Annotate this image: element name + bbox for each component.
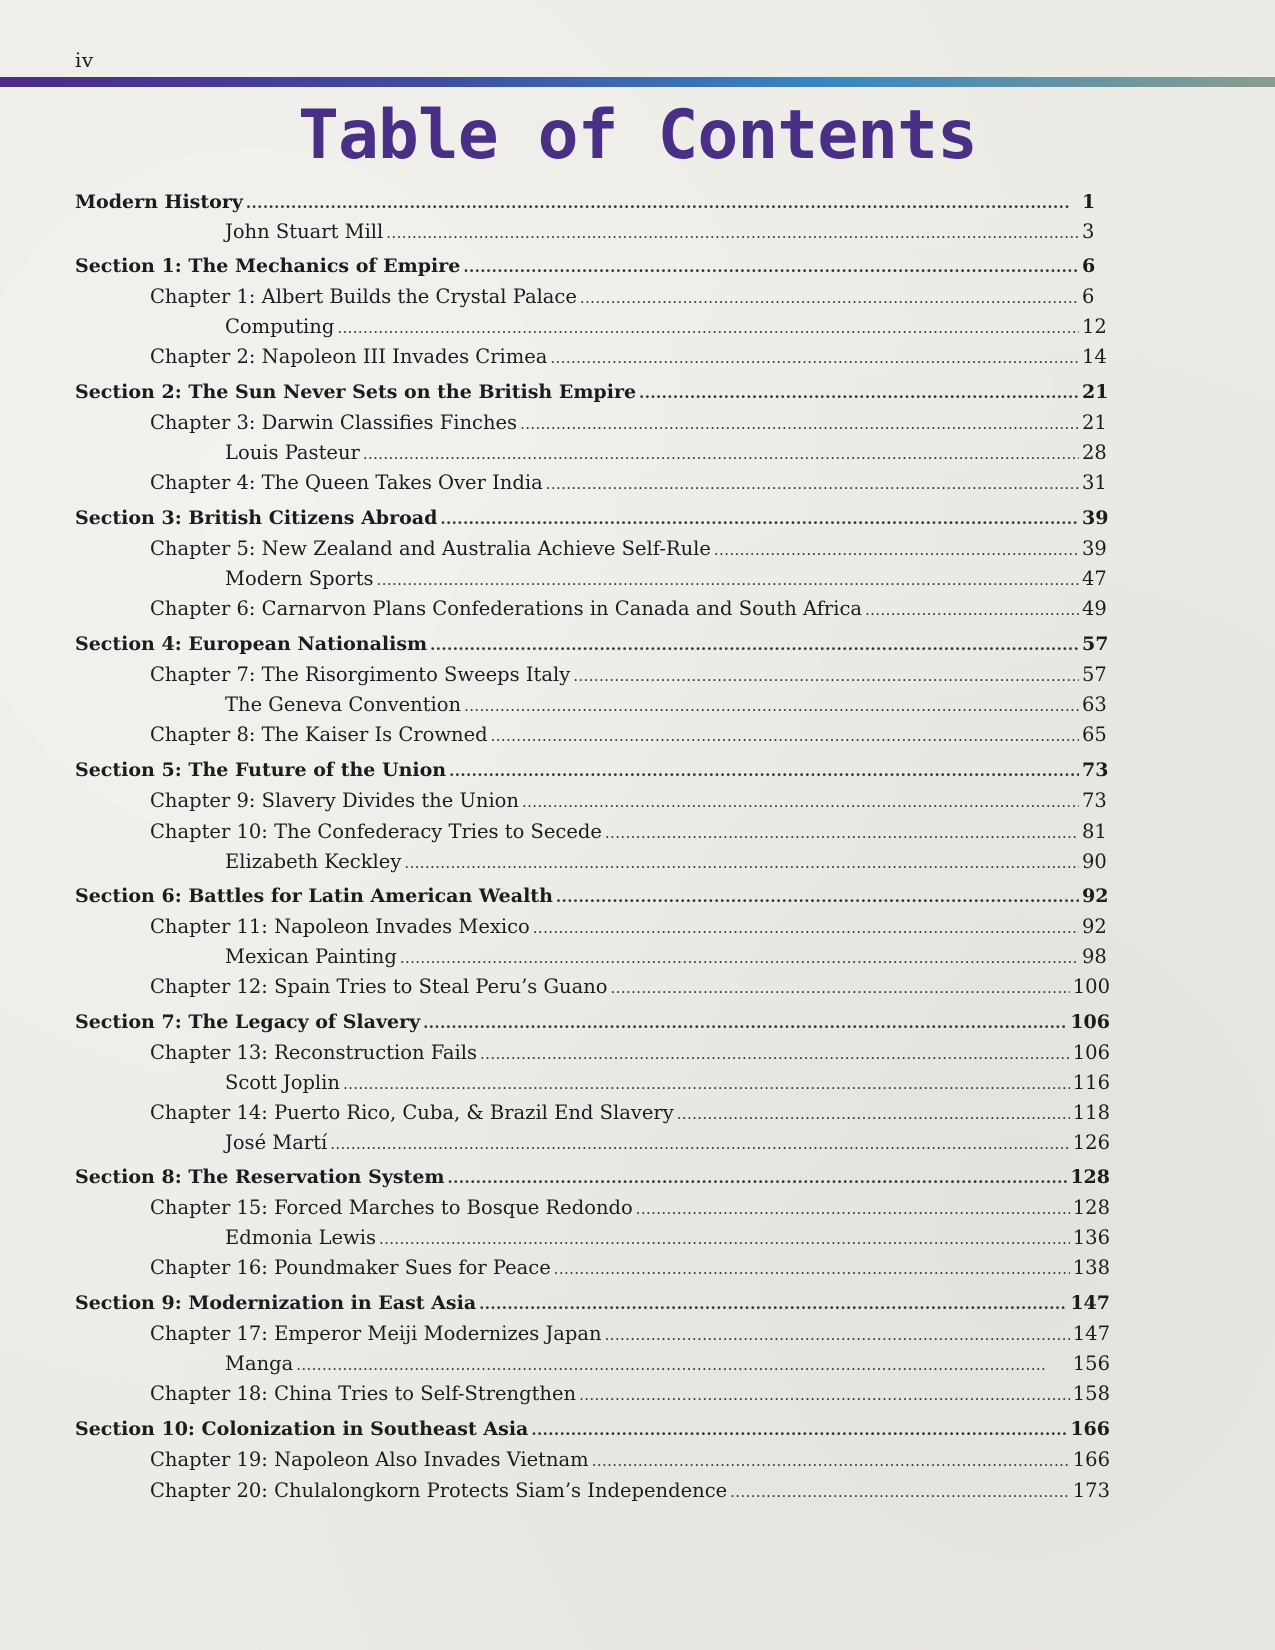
table-of-contents — [75, 183, 1110, 1507]
toc-feature-entry[interactable] — [75, 1224, 1110, 1253]
toc-entry-page-number: 92 — [1082, 885, 1109, 907]
toc-entry-title: Chapter 11: Napoleon Invades Mexico — [150, 915, 530, 938]
toc-section-entry[interactable] — [75, 251, 1110, 282]
toc-entry-page-number: 116 — [1072, 1071, 1110, 1094]
toc-entry-title: José Martí — [225, 1131, 328, 1154]
toc-feature-entry[interactable] — [75, 1129, 1110, 1158]
toc-entry-title: Chapter 8: The Kaiser Is Crowned — [150, 723, 488, 746]
dot-leader — [463, 251, 1079, 282]
toc-entry-page-number: 166 — [1070, 1418, 1110, 1440]
toc-entry-page-number: 173 — [1072, 1479, 1110, 1502]
toc-section-entry[interactable] — [75, 377, 1110, 408]
toc-entry-title: Chapter 10: The Confederacy Tries to Secede — [150, 820, 602, 843]
dot-leader — [531, 1414, 1067, 1445]
dot-leader — [379, 1224, 1070, 1253]
dot-leader — [865, 594, 1079, 625]
toc-entry-title: Chapter 1: Albert Builds the Crystal Palace — [150, 285, 577, 308]
toc-section-entry[interactable] — [75, 1288, 1110, 1319]
toc-entry-title: Section 2: The Sun Never Sets on the British Empire — [75, 381, 637, 403]
toc-entry-title: Modern Sports — [225, 567, 374, 590]
toc-entry-title: Section 4: European Nationalism — [75, 633, 428, 655]
dot-leader — [730, 1476, 1070, 1507]
toc-chapter-entry[interactable] — [75, 817, 1110, 848]
toc-entry-title: Edmonia Lewis — [225, 1226, 376, 1249]
dot-leader — [520, 408, 1079, 439]
toc-entry-page-number: 12 — [1082, 315, 1107, 338]
toc-entry-page-number: 138 — [1072, 1256, 1110, 1279]
dot-leader — [491, 720, 1079, 751]
toc-entry-page-number: 92 — [1082, 915, 1107, 938]
dot-leader — [556, 881, 1079, 912]
dot-leader — [330, 1129, 1069, 1158]
dot-leader — [533, 912, 1079, 943]
toc-entry-page-number: 118 — [1072, 1101, 1110, 1124]
toc-entry-page-number: 47 — [1082, 567, 1107, 590]
toc-entry-title: Scott Joplin — [225, 1071, 340, 1094]
header-rule — [0, 77, 1275, 87]
dot-leader — [550, 342, 1079, 373]
toc-entry-page-number: 6 — [1082, 285, 1095, 308]
toc-entry-page-number: 6 — [1082, 255, 1096, 277]
toc-chapter-entry[interactable] — [75, 912, 1110, 943]
toc-entry-title: Modern History — [75, 191, 243, 213]
toc-entry-title: Chapter 3: Darwin Classifies Finches — [150, 411, 518, 434]
toc-entry-title: Chapter 4: The Queen Takes Over India — [150, 471, 543, 494]
toc-entry-page-number: 90 — [1082, 850, 1107, 873]
toc-feature-entry[interactable] — [75, 848, 1110, 877]
toc-section-entry[interactable] — [75, 881, 1110, 912]
toc-entry-page-number: 98 — [1082, 945, 1107, 968]
toc-chapter-entry[interactable] — [75, 1319, 1110, 1350]
toc-section-entry[interactable] — [75, 187, 1110, 218]
dot-leader — [605, 1319, 1070, 1350]
dot-leader — [404, 848, 1079, 877]
dot-leader — [479, 1288, 1067, 1319]
toc-entry-page-number: 81 — [1082, 820, 1107, 843]
dot-leader — [448, 1162, 1068, 1193]
page-title: Table of Contents — [298, 96, 977, 175]
dot-leader — [386, 218, 1079, 247]
toc-entry-page-number: 28 — [1082, 441, 1107, 464]
toc-entry-title: Section 8: The Reservation System — [75, 1166, 445, 1188]
toc-entry-page-number: 100 — [1072, 975, 1110, 998]
toc-chapter-entry[interactable] — [75, 468, 1110, 499]
toc-entry-title: Section 9: Modernization in East Asia — [75, 1292, 477, 1314]
dot-leader — [430, 629, 1079, 660]
toc-entry-page-number: 158 — [1072, 1382, 1110, 1405]
dot-leader — [522, 786, 1079, 817]
toc-chapter-entry[interactable] — [75, 1193, 1110, 1224]
dot-leader — [423, 1007, 1067, 1038]
dot-leader — [639, 377, 1079, 408]
toc-entry-page-number: 106 — [1072, 1041, 1110, 1064]
toc-entry-page-number: 14 — [1082, 345, 1107, 368]
toc-entry-page-number: 65 — [1082, 723, 1107, 746]
toc-entry-title: Chapter 5: New Zealand and Australia Achieve Self-Rule — [150, 537, 711, 560]
toc-entry-page-number: 21 — [1082, 381, 1109, 403]
toc-entry-title: Chapter 20: Chulalongkorn Protects Siam’s Independence — [150, 1479, 728, 1502]
toc-entry-title: Chapter 6: Carnarvon Plans Confederations in Canada and South Africa — [150, 597, 863, 620]
toc-feature-entry[interactable] — [75, 1069, 1110, 1098]
dot-leader — [296, 1350, 1070, 1379]
toc-entry-page-number: 1 — [1082, 191, 1096, 213]
toc-chapter-entry[interactable] — [75, 342, 1110, 373]
toc-chapter-entry[interactable] — [75, 1445, 1110, 1476]
toc-entry-page-number: 63 — [1082, 693, 1107, 716]
toc-entry-page-number: 136 — [1072, 1226, 1110, 1249]
toc-entry-page-number: 57 — [1082, 663, 1107, 686]
toc-chapter-entry[interactable] — [75, 972, 1110, 1003]
toc-entry-title: Chapter 13: Reconstruction Fails — [150, 1041, 478, 1064]
toc-chapter-entry[interactable] — [75, 720, 1110, 751]
dot-leader — [343, 1069, 1070, 1098]
dot-leader — [337, 313, 1079, 342]
toc-entry-page-number: 21 — [1082, 411, 1107, 434]
toc-entry-title: Mexican Painting — [225, 945, 397, 968]
toc-feature-entry[interactable] — [75, 218, 1110, 247]
toc-entry-title: Chapter 16: Poundmaker Sues for Peace — [150, 1256, 551, 1279]
dot-leader — [611, 972, 1070, 1003]
toc-entry-title: Chapter 7: The Risorgimento Sweeps Italy — [150, 663, 571, 686]
toc-entry-page-number: 39 — [1082, 507, 1109, 529]
toc-entry-page-number: 73 — [1082, 789, 1107, 812]
toc-entry-title: John Stuart Mill — [225, 220, 384, 243]
toc-feature-entry[interactable] — [75, 439, 1110, 468]
toc-entry-page-number: 147 — [1072, 1322, 1110, 1345]
toc-entry-page-number: 73 — [1082, 759, 1109, 781]
toc-entry-page-number: 31 — [1082, 471, 1107, 494]
toc-feature-entry[interactable] — [75, 1350, 1110, 1379]
toc-chapter-entry[interactable] — [75, 594, 1110, 625]
dot-leader — [449, 755, 1079, 786]
dot-leader — [480, 1038, 1070, 1069]
toc-section-entry[interactable] — [75, 1162, 1110, 1193]
toc-entry-page-number: 166 — [1072, 1448, 1110, 1471]
toc-chapter-entry[interactable] — [75, 1253, 1110, 1284]
toc-chapter-entry[interactable] — [75, 282, 1110, 313]
dot-leader — [400, 943, 1079, 972]
toc-section-entry[interactable] — [75, 629, 1110, 660]
dot-leader — [605, 817, 1079, 848]
toc-feature-entry[interactable] — [75, 943, 1110, 972]
toc-feature-entry[interactable] — [75, 313, 1110, 342]
toc-entry-title: Louis Pasteur — [225, 441, 360, 464]
toc-chapter-entry[interactable] — [75, 1476, 1110, 1507]
toc-entry-title: Section 5: The Future of the Union — [75, 759, 447, 781]
page-number: iv — [75, 48, 94, 72]
toc-entry-page-number: 128 — [1070, 1166, 1110, 1188]
dot-leader — [464, 691, 1079, 720]
toc-entry-page-number: 106 — [1070, 1011, 1110, 1033]
toc-entry-title: The Geneva Convention — [225, 693, 462, 716]
toc-entry-title: Chapter 2: Napoleon III Invades Crimea — [150, 345, 548, 368]
toc-entry-title: Chapter 19: Napoleon Also Invades Vietnam — [150, 1448, 589, 1471]
toc-entry-title: Computing — [225, 315, 335, 338]
toc-entry-title: Chapter 15: Forced Marches to Bosque Redondo — [150, 1196, 633, 1219]
toc-feature-entry[interactable] — [75, 691, 1110, 720]
toc-entry-page-number: 126 — [1072, 1131, 1110, 1154]
toc-section-entry[interactable] — [75, 1007, 1110, 1038]
toc-entry-page-number: 3 — [1082, 220, 1095, 243]
dot-leader — [592, 1445, 1070, 1476]
toc-entry-title: Section 7: The Legacy of Slavery — [75, 1011, 421, 1033]
toc-entry-page-number: 49 — [1082, 597, 1107, 620]
toc-entry-page-number: 147 — [1070, 1292, 1110, 1314]
toc-entry-page-number: 57 — [1082, 633, 1109, 655]
toc-chapter-entry[interactable] — [75, 408, 1110, 439]
toc-entry-title: Section 10: Colonization in Southeast Asia — [75, 1418, 529, 1440]
toc-feature-entry[interactable] — [75, 565, 1110, 594]
dot-leader — [573, 660, 1079, 691]
toc-chapter-entry[interactable] — [75, 1098, 1110, 1129]
dot-leader — [579, 1379, 1070, 1410]
dot-leader — [377, 565, 1079, 594]
dot-leader — [677, 1098, 1070, 1129]
dot-leader — [546, 468, 1079, 499]
dot-leader — [246, 187, 1079, 218]
toc-chapter-entry[interactable] — [75, 534, 1110, 565]
toc-chapter-entry[interactable] — [75, 786, 1110, 817]
dot-leader — [714, 534, 1079, 565]
dot-leader — [363, 439, 1079, 468]
dot-leader — [554, 1253, 1070, 1284]
toc-entry-title: Chapter 14: Puerto Rico, Cuba, & Brazil End Slavery — [150, 1101, 674, 1124]
dot-leader — [580, 282, 1079, 313]
dot-leader — [440, 503, 1079, 534]
toc-entry-title: Chapter 18: China Tries to Self-Strengthen — [150, 1382, 577, 1405]
toc-chapter-entry[interactable] — [75, 1379, 1110, 1410]
toc-entry-page-number: 128 — [1072, 1196, 1110, 1219]
toc-chapter-entry[interactable] — [75, 1038, 1110, 1069]
toc-section-entry[interactable] — [75, 1414, 1110, 1445]
toc-entry-title: Chapter 17: Emperor Meiji Modernizes Japan — [150, 1322, 602, 1345]
toc-entry-title: Section 1: The Mechanics of Empire — [75, 255, 461, 277]
toc-entry-title: Section 6: Battles for Latin American Wealth — [75, 885, 553, 907]
toc-entry-title: Manga — [225, 1352, 294, 1375]
toc-entry-title: Section 3: British Citizens Abroad — [75, 507, 438, 529]
toc-entry-title: Chapter 12: Spain Tries to Steal Peru’s Guano — [150, 975, 608, 998]
toc-chapter-entry[interactable] — [75, 660, 1110, 691]
toc-section-entry[interactable] — [75, 503, 1110, 534]
toc-entry-title: Chapter 9: Slavery Divides the Union — [150, 789, 519, 812]
toc-entry-title: Elizabeth Keckley — [225, 850, 402, 873]
dot-leader — [636, 1193, 1070, 1224]
toc-entry-page-number: 156 — [1072, 1352, 1110, 1375]
toc-section-entry[interactable] — [75, 755, 1110, 786]
toc-entry-page-number: 39 — [1082, 537, 1107, 560]
